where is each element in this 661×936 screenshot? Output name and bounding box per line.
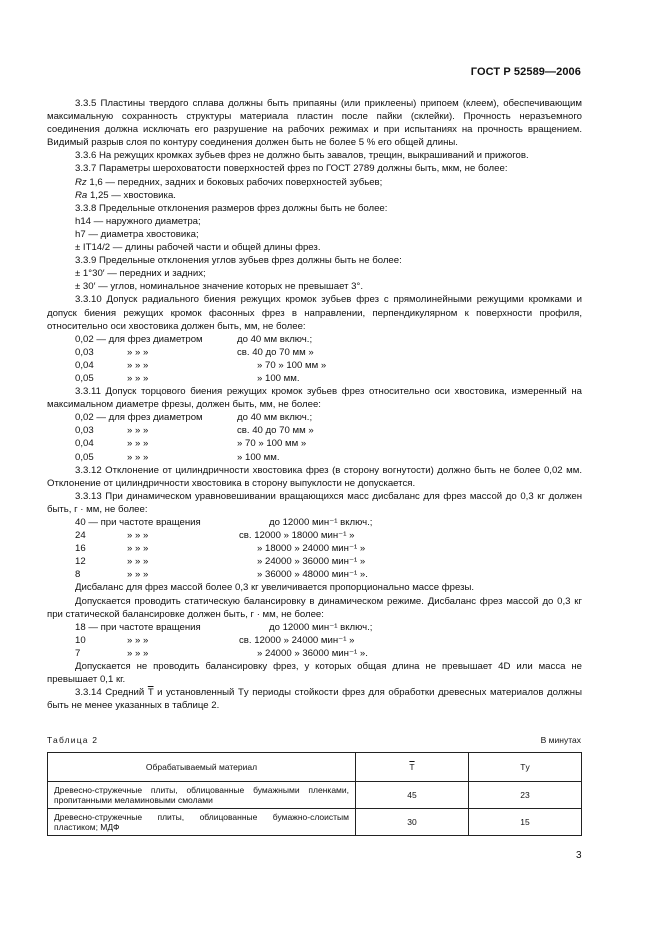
clause-3-3-13-d: Допускается не проводить балансировку фрез, у которых общая длина не превышает 4D или масса не превышает 0,1 кг.	[47, 661, 582, 686]
page-number: 3	[576, 850, 582, 861]
table-unit: В минутах	[540, 735, 581, 745]
ty-cell: 23	[469, 782, 582, 809]
static-imbalance-row: 7 » » » » 24000 » 36000 мин⁻¹ ».	[75, 647, 368, 659]
clause-3-3-13-b: Дисбаланс для фрез массой более 0,3 кг увеличивается пропорционально массе фрезы.	[75, 582, 475, 594]
imbalance-row: 24 » » » св. 12000 » 18000 мин⁻¹ »	[75, 530, 355, 542]
ra-line	[47, 189, 582, 202]
clause-3-3-14	[47, 686, 582, 712]
t-mean-symbol: $\overline{T}$	[147, 687, 154, 699]
header-t-mean: $\overline{T}$	[356, 753, 469, 782]
document-code: ГОСТ Р 52589—2006	[470, 66, 581, 78]
clause-3-3-9: 3.3.9 Предельные отклонения углов зубьев фрез должны быть не более:	[75, 255, 402, 267]
table-row	[48, 782, 582, 809]
table-2	[47, 752, 582, 836]
static-imbalance-row: 10 » » » св. 12000 » 24000 мин⁻¹ »	[75, 634, 355, 646]
material-cell: Древесно-стружечные плиты, облицованные бумажными пленками, пропитанными меламиновыми смолами	[48, 782, 356, 809]
t-mean-cell: 45	[356, 782, 469, 809]
clause-3-3-14-intro: 3.3.14 Средний	[75, 687, 145, 699]
rz-line	[47, 176, 582, 189]
clause-3-3-8: 3.3.8 Предельные отклонения размеров фрез должны быть не более:	[75, 202, 388, 214]
document-body	[47, 97, 582, 712]
imbalance-row: 8 » » » » 36000 » 48000 мин⁻¹ ».	[75, 569, 368, 581]
runout-row: 0,02 — для фрез диаметром до 40 мм включ.;	[75, 333, 313, 345]
imbalance-row: 16 » » » » 18000 » 24000 мин⁻¹ »	[75, 543, 366, 555]
table-header-row	[48, 753, 582, 782]
rz-text: 1,6 — передних, задних и боковых рабочих поверхностей зубьев;	[89, 176, 383, 188]
face-runout-row: 0,02 — для фрез диаметром до 40 мм включ.;	[75, 412, 313, 424]
material-cell: Древесно-стружечные плиты, облицованные бумажно-слоистым пластиком; МДФ	[48, 809, 356, 836]
face-runout-row: 0,05 » » » » 100 мм.	[75, 451, 280, 463]
face-runout-row: 0,04 » » » » 70 » 100 мм »	[75, 438, 307, 450]
imbalance-row: 40 — при частоте вращения до 12000 мин⁻¹ включ.;	[75, 517, 373, 528]
angle-item: ± 30′ — углов, номинальное значение которых не превышает 3°.	[75, 281, 363, 293]
face-runout-row: 0,03 » » » св. 40 до 70 мм »	[75, 425, 314, 437]
header-ty: Tу	[469, 753, 582, 782]
tolerance-item: h14 — наружного диаметра;	[75, 215, 201, 227]
clause-3-3-11: 3.3.11 Допуск торцового биения режущих кромок зубьев фрез относительно оси хвостовика, измеренный на максимальном диаметре фрезы, должен быть, мм, не более:	[47, 386, 582, 411]
tolerance-item: ± IT14/2 — длины рабочей части и общей длины фрез.	[75, 242, 321, 254]
runout-row: 0,03 » » » св. 40 до 70 мм »	[75, 346, 314, 358]
ra-symbol: Ra	[75, 189, 88, 201]
tolerance-item: h7 — диаметра хвостовика;	[75, 228, 199, 240]
header-material: Обрабатываемый материал	[48, 753, 356, 782]
imbalance-row: 12 » » » » 24000 » 36000 мин⁻¹ »	[75, 556, 366, 568]
ty-symbol: Tу	[237, 687, 249, 699]
clause-3-3-6: 3.3.6 На режущих кромках зубьев фрез не должно быть завалов, трещин, выкрашиваний и прижогов.	[75, 150, 529, 162]
rz-symbol: Rz	[75, 176, 87, 188]
clause-3-3-13-c: Допускается проводить статическую балансировку в динамическом режиме. Дисбаланс фрез массой до 0,3 кг при статической балансировке должен быть, г · мм, не более:	[47, 595, 582, 620]
angle-item: ± 1°30′ — передних и задних;	[75, 268, 206, 280]
clause-3-3-14-end: периоды стойкости фрез для обработки древесных материалов должны быть не менее указанных в таблице 2.	[47, 687, 582, 712]
clause-3-3-12: 3.3.12 Отклонение от цилиндричности хвостовика фрез (в сторону вогнутости) должно быть не более 0,02 мм. Отклонение от цилиндричности хвостовика в сторону выпуклости не допускается.	[47, 464, 582, 489]
clause-3-3-10: 3.3.10 Допуск радиального биения режущих кромок зубьев фрез с прямолинейными режущими кромками и допуск биения режущих кромок фасонных фрез в направлении, перпендикулярном к поверхности профиля, относительно оси хвостовика должен быть, мм, не более:	[47, 294, 582, 332]
table-caption: Таблица 2	[47, 735, 99, 745]
table-row	[48, 809, 582, 836]
runout-row: 0,04 » » » » 70 » 100 мм »	[75, 359, 327, 371]
ra-text: 1,25 — хвостовика.	[89, 189, 176, 201]
clause-3-3-7: 3.3.7 Параметры шероховатости поверхностей фрез по ГОСТ 2789 должны быть, мкм, не более:	[75, 163, 508, 175]
clause-3-3-5: 3.3.5 Пластины твердого сплава должны быть припаяны (или приклеены) припоем (клеем), обеспечивающим максимальную сохранность структуры материала пластин после пайки (склейки). Прочность неразъемного соединения должна исключать его разрушение на рабочих режимах и при испытаниях на прочность вращением. Видимый разрыв слоя по контуру соединения должен быть не более 5 % его общей длины.	[47, 98, 582, 149]
static-imbalance-row: 18 — при частоте вращения до 12000 мин⁻¹ включ.;	[75, 621, 373, 633]
runout-row: 0,05 » » » » 100 мм.	[75, 372, 300, 384]
ty-cell: 15	[469, 809, 582, 836]
clause-3-3-14-mid: и установленный	[157, 687, 235, 699]
clause-3-3-13: 3.3.13 При динамическом уравновешивании вращающихся масс дисбаланс для фрез массой до 0,3 кг должен быть, г · мм, не более:	[47, 490, 582, 515]
t-mean-cell: 30	[356, 809, 469, 836]
